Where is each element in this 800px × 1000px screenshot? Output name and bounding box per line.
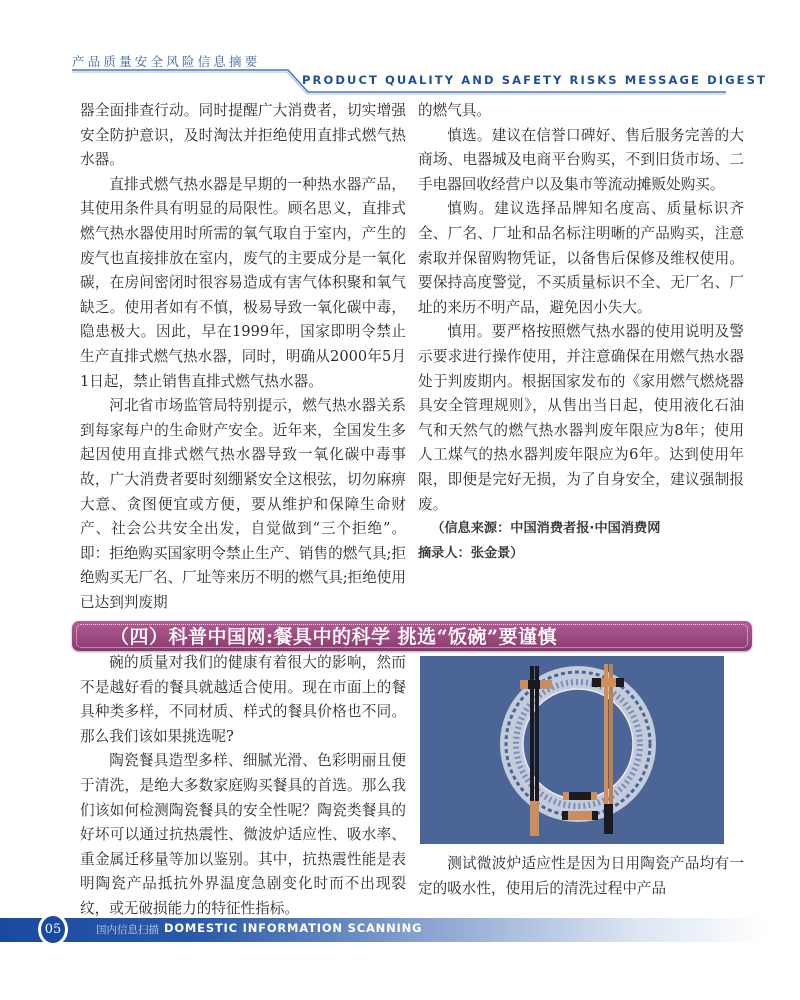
paragraph: 器全面排查行动。同时提醒广大消费者，切实增强安全防护意识，及时淘汰并拒绝使用直排式燃气热水器。 (80, 102, 406, 169)
source-attribution: （信息来源：中国消费者报·中国消费网 (431, 521, 661, 537)
paragraph: 慎购。建议选择品牌知名度高、质量标识齐全、厂名、厂址和品名标注明晰的产品购买，注意索取并保留购物凭证，以备售后保修及维权使用。要保持高度警觉，不买质量标识不全、无厂名、厂址的来历不明产品，避免因小失大。 (418, 200, 744, 316)
header-title-en: PRODUCT QUALITY AND SAFETY RISKS MESSAGE DIGEST (302, 73, 767, 87)
section-title: （四）科普中国网:餐具中的科学 挑选“饭碗”要谨慎 (110, 626, 557, 648)
article2-left-column (80, 651, 406, 922)
excerpt-author: 摘录人：张金景） (418, 545, 524, 561)
paragraph: 的燃气具。 (418, 102, 491, 119)
paragraph: 陶瓷餐具造型多样、细腻光滑、色彩明丽且便于清洗，是绝大多数家庭购买餐具的首选。那么我们该如何检测陶瓷餐具的安全性呢？陶瓷类餐具的好坏可以通过抗热震性、微波炉适应性、吸水率、重金属迁移量等加以鉴别。其中，抗热震性能是表明陶瓷产品抵抗外界温度急剧变化时而不出现裂纹，或无破损能力的特征性指标。 (80, 752, 406, 917)
paragraph: 测试微波炉适应性是因为日用陶瓷产品均有一定的吸水性，使用后的清洗过程中产品 (418, 855, 744, 897)
paragraph: 碗的质量对我们的健康有着很大的影响，然而不是越好看的餐具就越适合使用。现在市面上的餐具种类多样，不同材质、样式的餐具价格也不同。那么我们该如果挑选呢? (80, 654, 406, 745)
article1-left-column (80, 99, 406, 615)
section-banner (72, 621, 752, 651)
paragraph: 河北省市场监管局特别提示，燃气热水器关系到每家每户的生命财产安全。近年来，全国发生多起因使用直排式燃气热水器导致一氧化碳中毒事故，广大消费者要时刻绷紧安全这根弦，切勿麻痹大意、贪图便宜或方便，要从维护和保障生命财产、社会公共安全出发，自觉做到“三个拒绝”。即：拒绝购买国家明令禁止生产、销售的燃气具;拒绝购买无厂名、厂址等来历不明的燃气具;拒绝使用已达到判废期 (80, 397, 406, 611)
paragraph: 慎用。要严格按照燃气热水器的使用说明及警示要求进行操作使用，并注意确保在用燃气热水器处于判废期内。根据国家发布的《家用燃气燃烧器具安全管理规则》，从售出当日起，使用液化石油气和天然气的燃气热水器判废年限应为8年；使用人工煤气的热水器判废年限应为6年。达到使用年限，即便是完好无损，为了自身安全，建议强制报废。 (418, 323, 744, 513)
header-title-cn: 产品质量安全风险信息摘要 (72, 54, 261, 69)
article2-right-column (418, 852, 744, 901)
plate-chopsticks-illustration (420, 656, 724, 844)
article1-right-column (418, 99, 744, 566)
paragraph: 慎选。建议在信誉口碑好、售后服务完善的大商场、电器城及电商平台购买，不到旧货市场、二手电器回收经营户以及集市等流动摊贩处购买。 (418, 126, 744, 193)
tableware-photo (420, 656, 724, 844)
page-number: 05 (41, 916, 65, 943)
paragraph: 直排式燃气热水器是早期的一种热水器产品，其使用条件具有明显的局限性。顾名思义，直排式燃气热水器使用时所需的氧气取自于室内，产生的废气也直接排放在室内，废气的主要成分是一氧化碳，在房间密闭时很容易造成有害气体积聚和氧气缺乏。使用者如有不慎，极易导致一氧化碳中毒，隐患极大。因此，早在1999年，国家即明令禁止生产直排式燃气热水器，同时，明确从2000年5月1日起，禁止销售直排式燃气热水器。 (80, 175, 406, 390)
footer-section-cn: 国内信息扫描 (96, 924, 159, 936)
footer-section-en: DOMESTIC INFORMATION SCANNING (164, 921, 423, 935)
